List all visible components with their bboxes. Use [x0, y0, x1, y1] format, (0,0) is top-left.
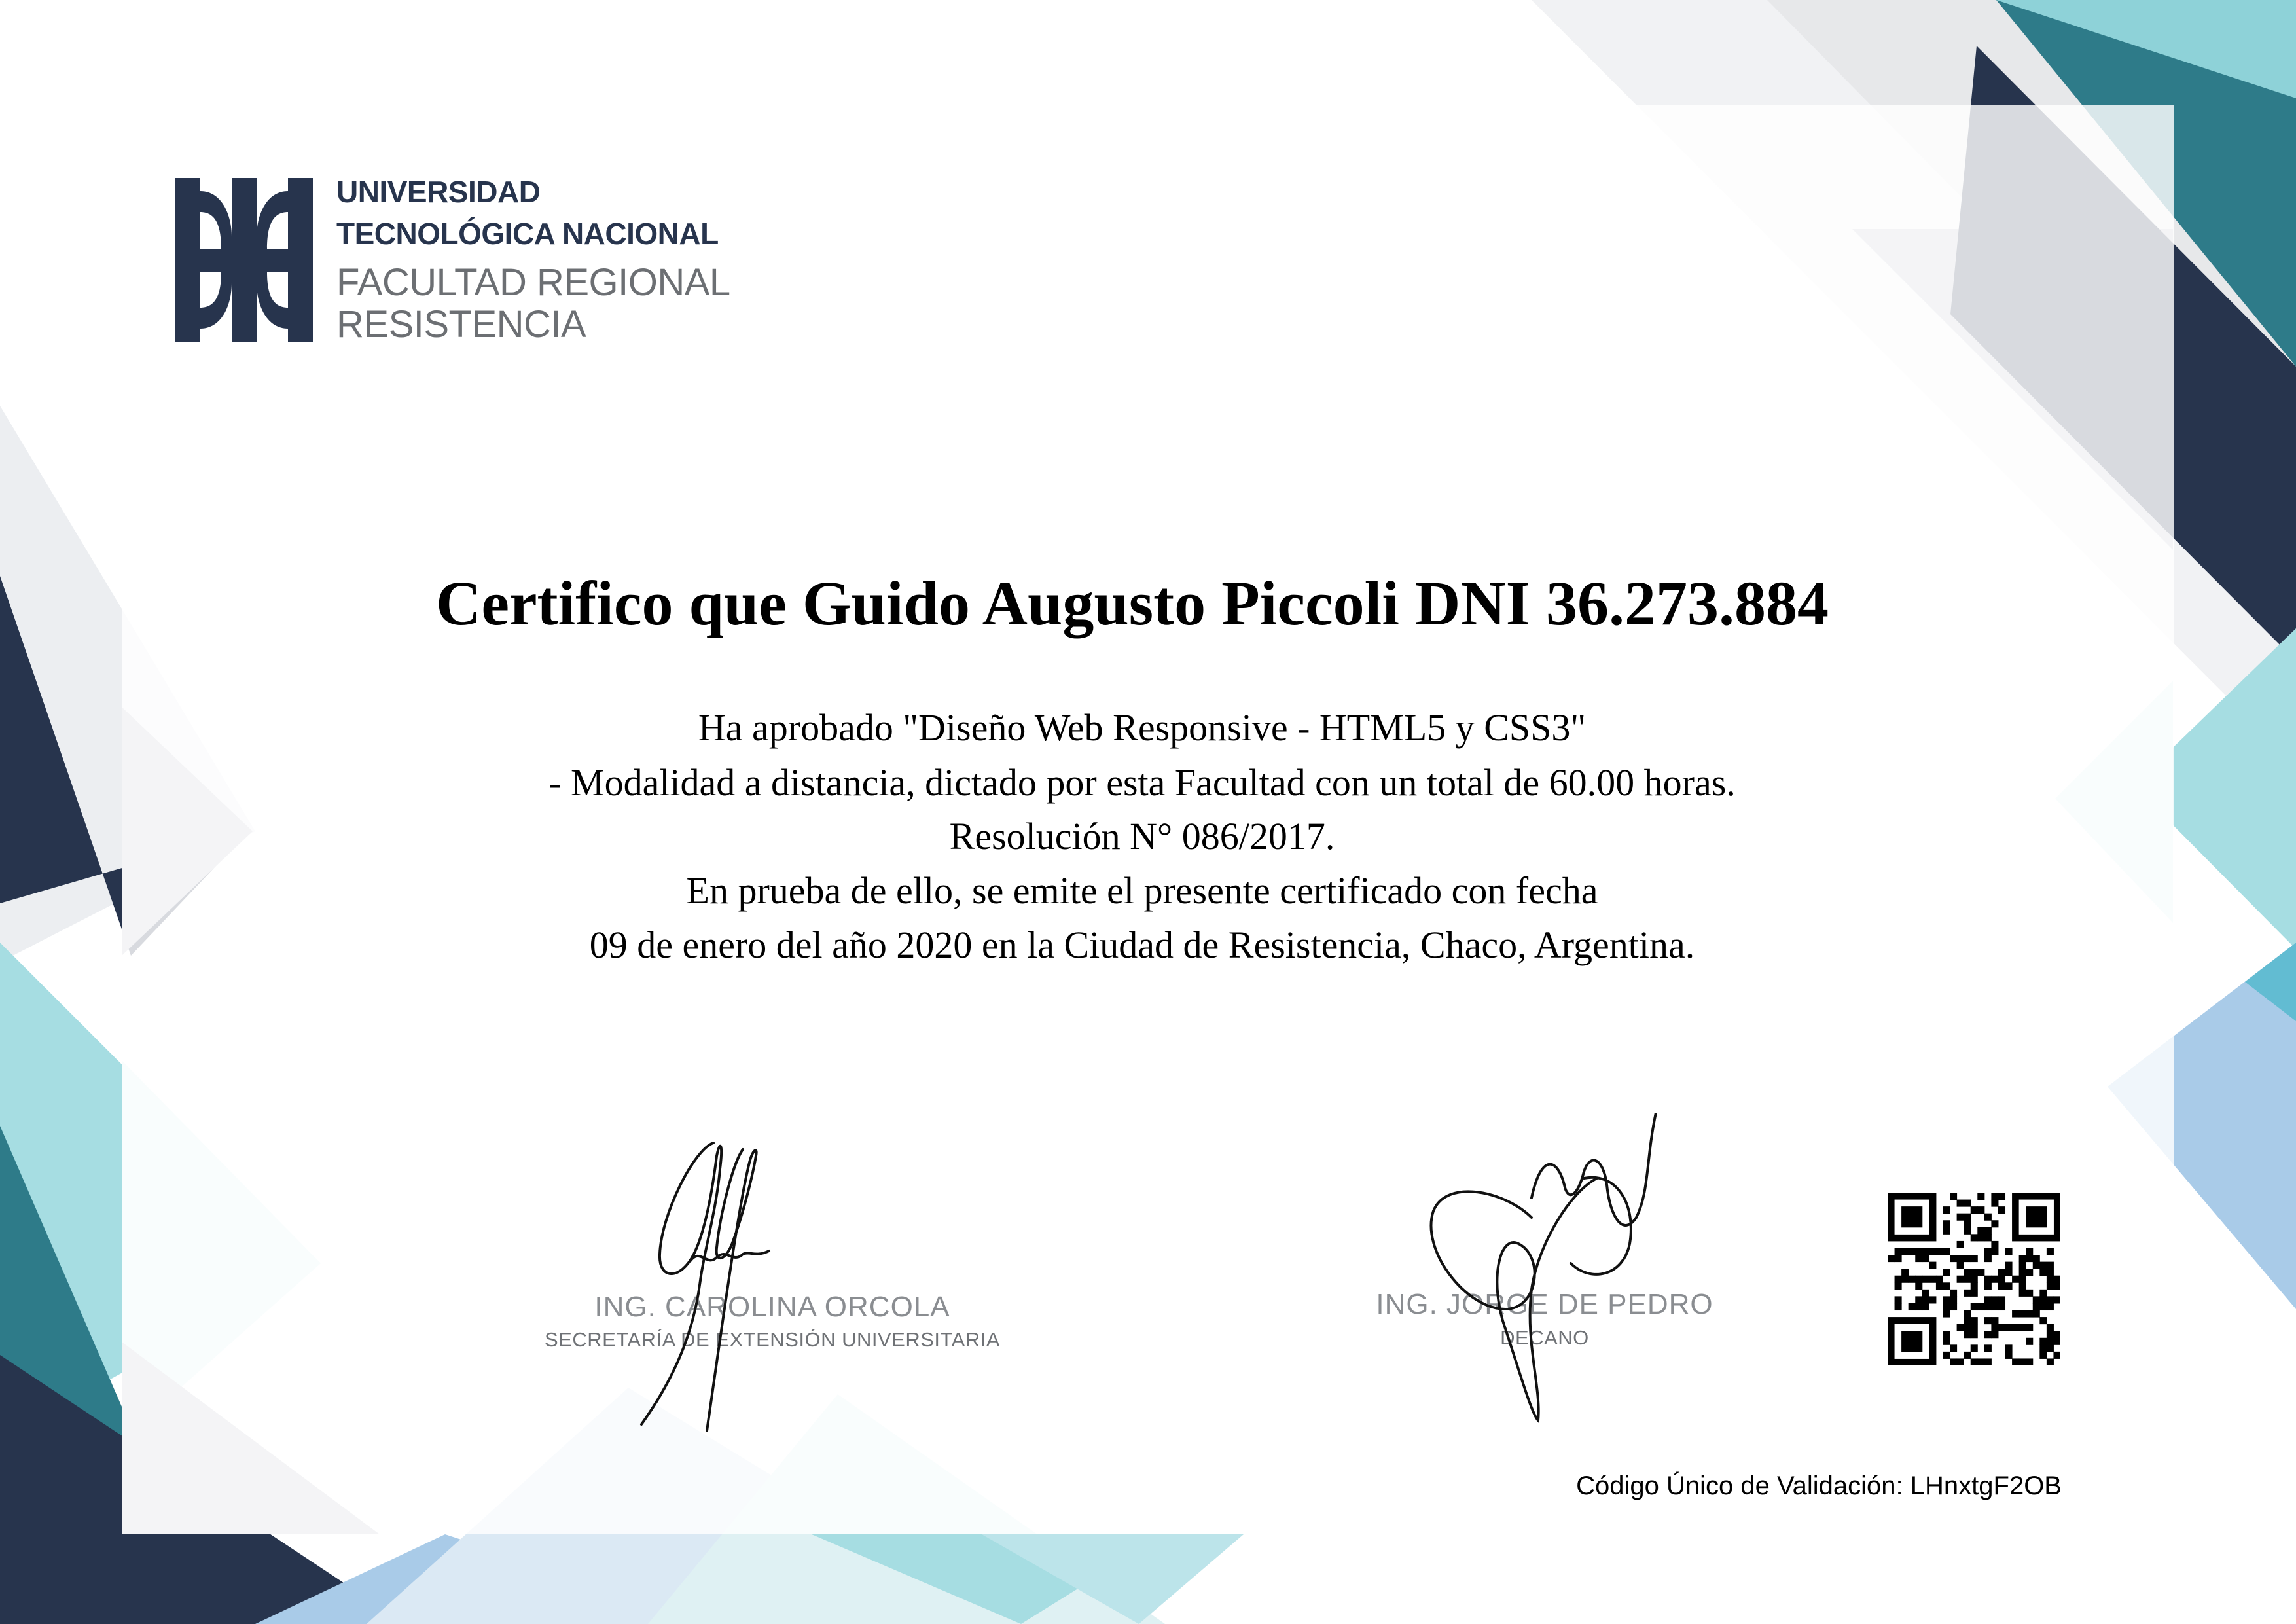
certificate-text-line: En prueba de ello, se emite el presente certificado con fecha — [686, 869, 1598, 912]
signatory-role: SECRETARÍA DE EXTENSIÓN UNIVERSITARIA — [544, 1328, 1001, 1351]
certificate-text-line: Ha aprobado "Diseño Web Responsive - HTML5 y CSS3" — [698, 706, 1587, 749]
certificate-heading: Certifico que Guido Augusto Piccoli DNI 36.273.884 — [436, 568, 1829, 638]
certificate-text-line: - Modalidad a distancia, dictado por esta Facultad con un total de 60.00 horas. — [548, 761, 1736, 804]
signatory-name: ING. CAROLINA ORCOLA — [594, 1291, 950, 1323]
handwritten-signature — [628, 1123, 818, 1437]
university-name-line1: UNIVERSIDAD — [336, 175, 541, 209]
validation-code: Código Único de Validación: LHnxtgF2OB — [1576, 1471, 2062, 1500]
qr-code — [1888, 1193, 2060, 1365]
faculty-name-line2: RESISTENCIA — [336, 303, 586, 346]
handwritten-signature — [1427, 1113, 1676, 1427]
certificate-text-line: Resolución N° 086/2017. — [949, 815, 1335, 857]
certificate-text-line: 09 de enero del año 2020 en la Ciudad de Resistencia, Chaco, Argentina. — [589, 924, 1695, 966]
signatory-name: ING. JORGE DE PEDRO — [1376, 1288, 1713, 1320]
university-name-line2: TECNOLÓGICA NACIONAL — [336, 217, 719, 251]
faculty-name-line1: FACULTAD REGIONAL — [336, 261, 730, 304]
utn-logo — [175, 178, 313, 342]
signatory-role: DECANO — [1500, 1326, 1589, 1349]
